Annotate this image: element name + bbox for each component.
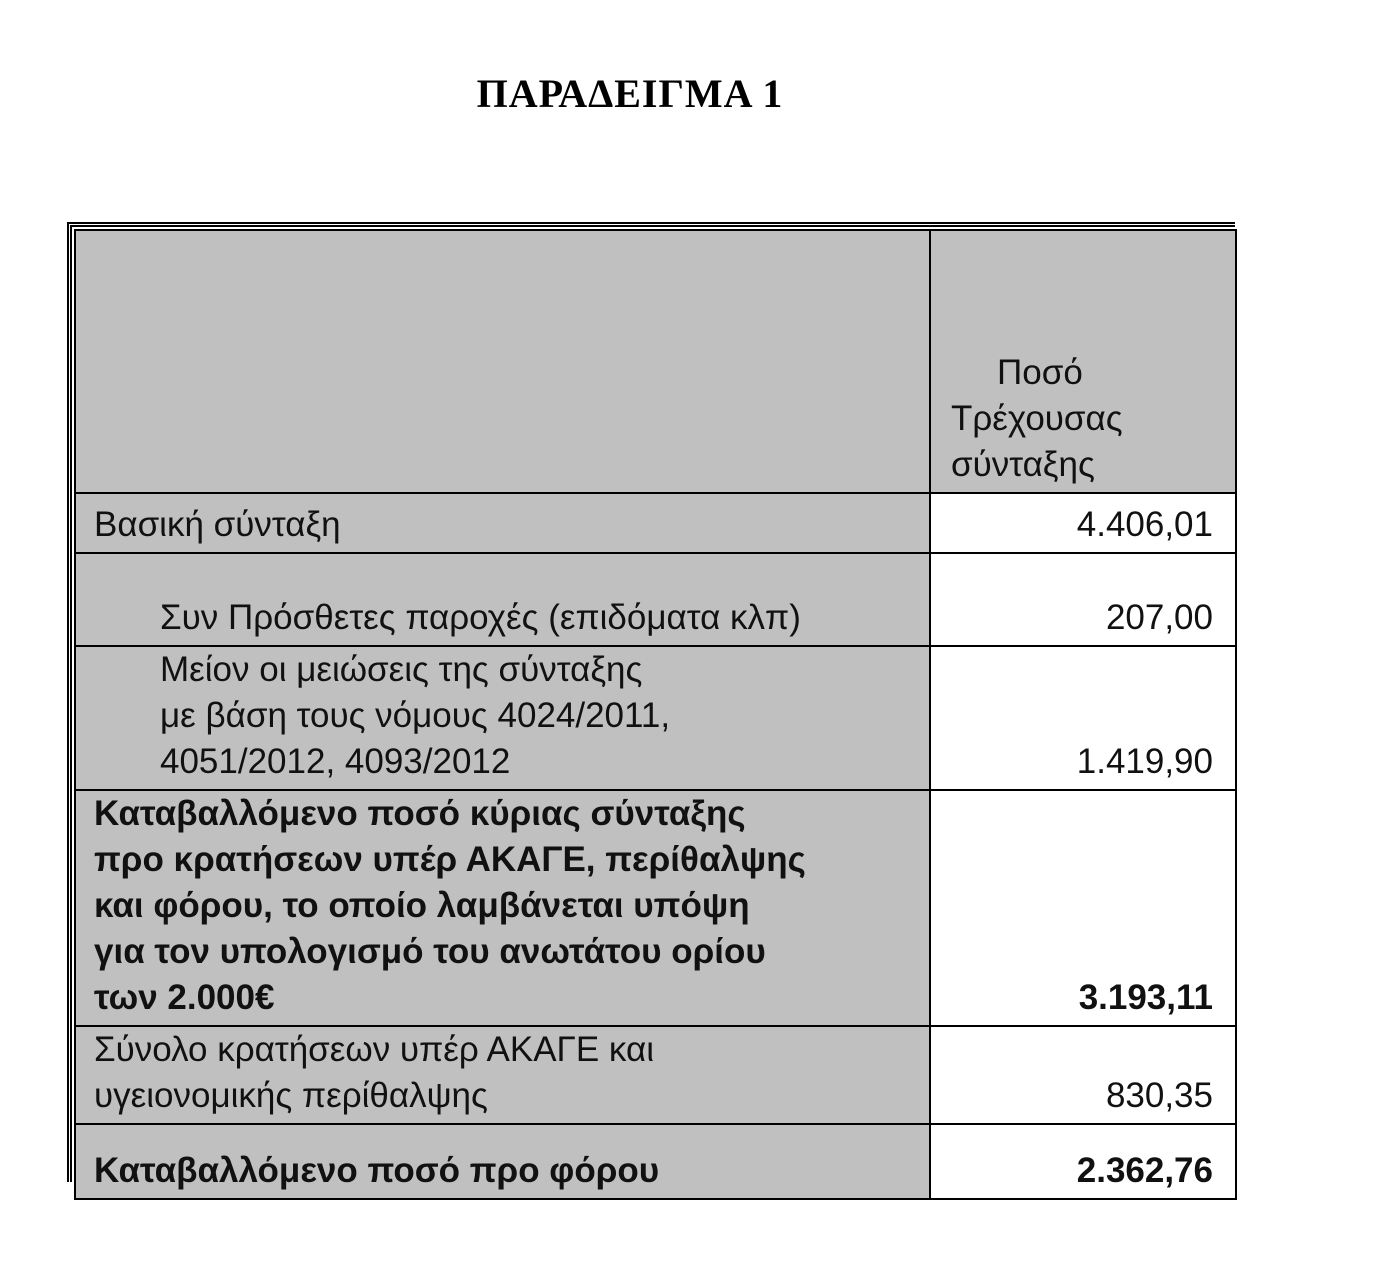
header-line: σύνταξης — [951, 445, 1095, 484]
row-value: 830,35 — [1105, 1076, 1213, 1115]
row-value: 4.406,01 — [1076, 505, 1213, 544]
header-line: Τρέχουσας — [951, 399, 1123, 438]
table-row-basic-pension — [75, 493, 1236, 553]
row-label: Καταβαλλόμενο ποσό κύριας σύνταξης — [94, 794, 746, 833]
table-row-main-pension-paid — [75, 790, 1236, 1026]
row-value-cell — [930, 493, 1236, 553]
header-line: Ποσό — [997, 353, 1083, 392]
page-title: ΠΑΡΑΔΕΙΓΜΑ 1 — [476, 71, 784, 116]
row-value: 1.419,90 — [1076, 742, 1213, 781]
row-label-cell — [75, 1124, 930, 1199]
row-label: Συν Πρόσθετες παροχές (επιδόματα κλπ) — [160, 598, 801, 637]
row-label: Σύνολο κρατήσεων υπέρ ΑΚΑΓΕ και — [94, 1030, 654, 1069]
row-value: 3.193,11 — [1078, 978, 1213, 1017]
header-label-cell — [75, 230, 930, 493]
row-label: υγειονομικής περίθαλψης — [94, 1076, 488, 1115]
row-label-cell — [75, 646, 930, 790]
table-row-amount-before-tax — [75, 1124, 1236, 1199]
table-row-deductions-total — [75, 1026, 1236, 1124]
row-value-cell — [930, 790, 1236, 1026]
table-row-reductions — [75, 646, 1236, 790]
row-label: Βασική σύνταξη — [94, 505, 341, 544]
row-label: προ κρατήσεων υπέρ ΑΚΑΓΕ, περίθαλψης — [94, 840, 806, 879]
row-label-cell — [75, 493, 930, 553]
row-value: 2.362,76 — [1076, 1151, 1213, 1190]
row-label: των 2.000€ — [94, 978, 275, 1017]
row-label-cell — [75, 1026, 930, 1124]
table-row-additional-benefits — [75, 553, 1236, 646]
row-value-cell — [930, 1124, 1236, 1199]
row-label: για τον υπολογισμό του ανωτάτου ορίου — [94, 932, 766, 971]
row-value-cell — [930, 553, 1236, 646]
row-label: Καταβαλλόμενο ποσό προ φόρου — [94, 1151, 660, 1190]
row-label-cell — [75, 790, 930, 1026]
row-label: και φόρου, το οποίο λαμβάνεται υπόψη — [94, 886, 750, 925]
header-row — [75, 230, 1236, 493]
row-label-cell — [75, 553, 930, 646]
pension-table — [74, 229, 1237, 1200]
header-value-cell — [930, 230, 1236, 493]
row-label: 4051/2012, 4093/2012 — [160, 742, 511, 781]
row-value-cell — [930, 646, 1236, 790]
row-value: 207,00 — [1105, 598, 1213, 637]
row-value-cell — [930, 1026, 1236, 1124]
row-label: Μείον οι μειώσεις της σύνταξης — [160, 650, 643, 689]
row-label: με βάση τους νόμους 4024/2011, — [160, 696, 671, 735]
